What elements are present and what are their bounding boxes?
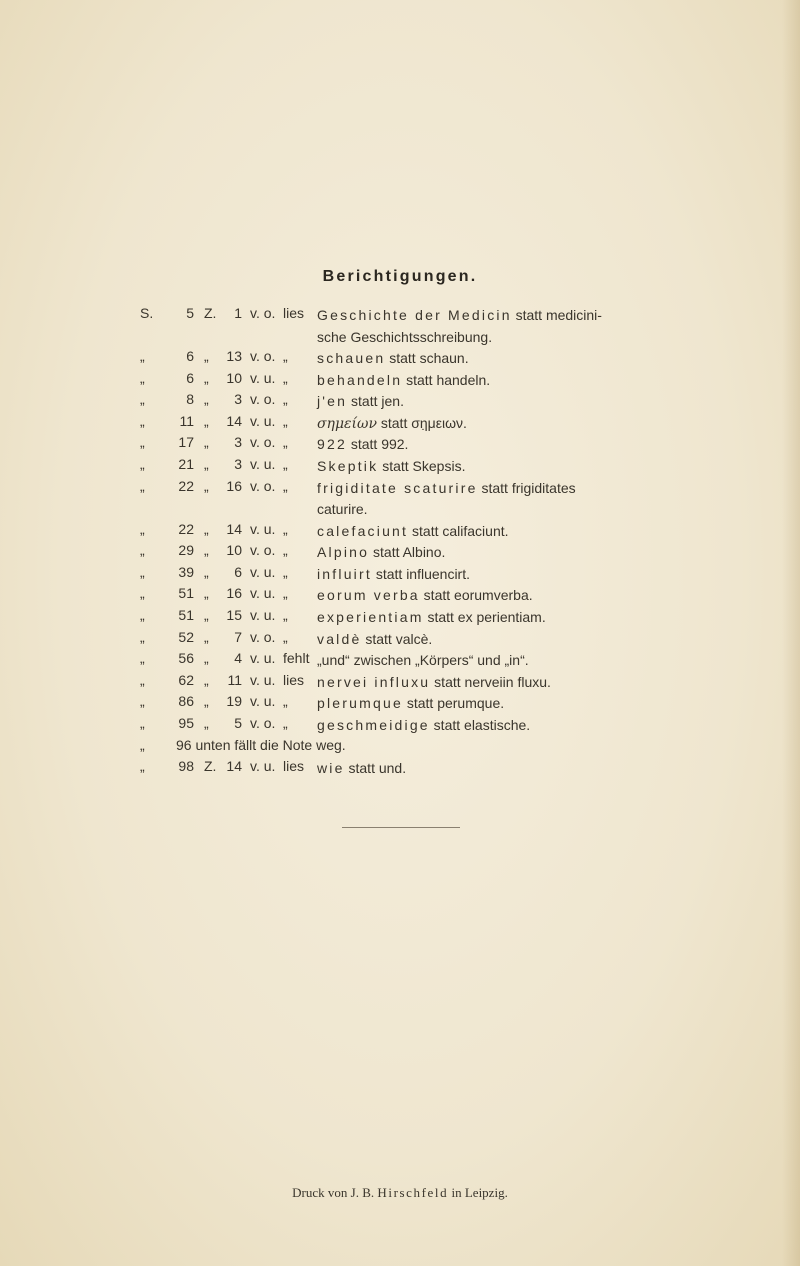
entry-correction (317, 585, 747, 607)
errata-entry (140, 456, 740, 478)
entry-correction (317, 650, 747, 672)
entry-instruction: „ (283, 628, 288, 645)
entry-instruction: „ (283, 391, 288, 408)
entry-line-prefix: „ (204, 714, 209, 731)
entry-instruction: lies (283, 671, 305, 688)
correct-reading: eorum verba (317, 587, 420, 604)
entry-line-position: v. o. (250, 714, 276, 731)
correct-reading: j'en (317, 393, 348, 410)
entry-page-prefix: „ (140, 412, 145, 429)
entry-page-number: 51 (178, 606, 194, 623)
entry-page-prefix: „ (140, 758, 145, 775)
entry-line-position: v. u. (250, 758, 276, 775)
entry-line-prefix: „ (204, 412, 209, 429)
entry-line-number: 3 (234, 455, 242, 472)
entry-instruction: „ (283, 455, 288, 472)
erroneous-reading: statt handeln. (402, 371, 491, 388)
correct-reading: wie (317, 760, 345, 777)
entry-page-number: 17 (178, 434, 194, 451)
erroneous-reading: statt 992. (346, 436, 409, 453)
entry-line-number: 1 (234, 305, 242, 321)
entry-correction (317, 693, 747, 715)
entry-page-number: 6 (186, 369, 194, 386)
correct-reading-greek: σημείων (317, 415, 377, 432)
entry-line-number: 19 (226, 693, 242, 710)
entry-line-prefix: „ (204, 434, 209, 451)
entry-line-number: 11 (227, 671, 242, 688)
entry-line-position: v. o. (250, 305, 276, 321)
erroneous-reading: statt Albino. (369, 544, 446, 561)
entry-instruction: „ (283, 477, 288, 494)
errata-entry (140, 715, 740, 737)
entry-line-prefix: Z. (204, 758, 217, 775)
errata-list (140, 305, 740, 780)
imprint-text-after: in Leipzig. (448, 1185, 508, 1200)
entry-instruction: „ (283, 714, 288, 731)
entry-line-prefix: „ (204, 650, 209, 667)
entry-correction (317, 391, 747, 413)
correct-reading: plerumque (317, 695, 403, 712)
entry-line-position: v. u. (250, 650, 276, 667)
correct-reading: Geschichte der Medicin (317, 307, 512, 323)
errata-entry (140, 758, 740, 780)
entry-page-prefix: „ (140, 693, 145, 710)
correction-continuation: sche Geschichtsschreibung. (317, 328, 493, 345)
entry-line-prefix: „ (204, 563, 209, 580)
entry-line-number: 14 (226, 758, 242, 775)
entry-line-prefix: „ (204, 391, 209, 408)
entry-instruction: fehlt (283, 650, 310, 667)
entry-correction (317, 629, 747, 651)
erroneous-reading: statt frigiditates (477, 479, 576, 496)
entry-page-prefix: „ (140, 650, 145, 667)
entry-instruction: „ (283, 585, 288, 602)
entry-line-number: 13 (226, 348, 242, 364)
entry-line-position: v. u. (250, 563, 276, 580)
entry-page-number: 21 (178, 455, 194, 472)
entry-page-prefix: „ (140, 563, 145, 580)
entry-line-position: v. u. (250, 693, 276, 710)
entry-line-number: 15 (226, 606, 242, 623)
entry-correction (317, 434, 747, 456)
entry-instruction: „ (283, 434, 288, 451)
correct-reading: experientiam (317, 608, 424, 625)
entry-line-prefix: „ (204, 369, 209, 386)
entry-page-number: 6 (186, 348, 194, 364)
entry-instruction: „ (283, 369, 288, 386)
errata-entry (140, 305, 740, 348)
entry-line-prefix: „ (204, 606, 209, 623)
correct-reading: valdè (317, 630, 362, 647)
entry-page-prefix: „ (140, 434, 145, 451)
entry-page-number: 98 (178, 758, 194, 775)
entry-line-number: 6 (234, 563, 242, 580)
entry-page-number: 86 (178, 693, 194, 710)
errata-entry (140, 542, 740, 564)
entry-page-number: 8 (186, 391, 194, 408)
entry-line-position: v. u. (250, 520, 276, 537)
errata-entry (140, 564, 740, 586)
entry-instruction: lies (283, 758, 305, 775)
imprint-printer-name: Hirschfeld (377, 1185, 449, 1200)
errata-entry (140, 521, 740, 543)
entry-instruction: „ (283, 693, 288, 710)
erroneous-reading: statt ex perientiam. (423, 608, 546, 625)
erroneous-reading: statt nerveiin fluxu. (430, 673, 551, 690)
entry-line-position: v. o. (250, 477, 276, 494)
erroneous-reading: statt und. (344, 760, 407, 777)
entry-page-prefix: „ (140, 477, 145, 494)
page-title: Berichtigungen. (322, 268, 478, 285)
entry-correction (317, 564, 747, 586)
correct-reading: Skeptik (317, 457, 379, 474)
erroneous-reading: statt califaciunt. (408, 522, 509, 539)
entry-line-prefix: Z. (204, 305, 217, 321)
errata-entry (140, 737, 740, 759)
entry-page-number: 22 (178, 520, 194, 537)
entry-page-prefix: „ (140, 520, 145, 537)
errata-entry (140, 672, 740, 694)
entry-page-number: 5 (186, 305, 194, 321)
entry-page-prefix: „ (140, 455, 145, 472)
entry-line-number: 4 (234, 650, 242, 667)
entry-page-number: 62 (178, 671, 194, 688)
entry-line-number: 10 (226, 542, 242, 559)
entry-line-number: 14 (226, 520, 242, 537)
entry-page-number: 39 (178, 563, 194, 580)
entry-line-position: v. u. (250, 606, 276, 623)
erroneous-reading: statt ση̣μειων. (376, 414, 467, 431)
entry-line-position: v. o. (250, 348, 276, 364)
erroneous-reading: statt schaun. (385, 350, 469, 366)
entry-line-number: 14 (226, 412, 242, 429)
entry-line-position: v. o. (250, 434, 276, 451)
entry-instruction: lies (283, 305, 305, 321)
entry-page-number: 51 (178, 585, 194, 602)
entry-page-prefix: „ (140, 628, 145, 645)
entry-line-number: 5 (234, 714, 242, 731)
entry-correction (317, 758, 747, 780)
correction-note: „und“ zwischen „Körpers“ und „in“. (317, 652, 529, 669)
entry-correction (317, 672, 747, 694)
imprint-text-before: Druck von J. B. (292, 1185, 378, 1200)
errata-entry (140, 629, 740, 651)
entry-page-number: 95 (178, 714, 194, 731)
entry-line-prefix: „ (204, 348, 209, 364)
correct-reading: schauen (317, 350, 386, 366)
entry-correction (317, 715, 747, 737)
entry-line-position: v. u. (250, 412, 276, 429)
entry-line-prefix: „ (204, 628, 209, 645)
entry-correction (317, 521, 747, 543)
entry-line-number: 7 (234, 628, 242, 645)
erroneous-reading: statt influencirt. (371, 565, 470, 582)
entry-instruction: „ (283, 520, 288, 537)
entry-line-position: v. o. (250, 628, 276, 645)
entry-page-prefix: „ (140, 348, 145, 364)
erroneous-reading: statt medicini- (511, 307, 602, 323)
entry-page-number: 11 (179, 412, 194, 429)
entry-line-prefix: „ (204, 455, 209, 472)
errata-entry (140, 391, 740, 413)
errata-entry (140, 434, 740, 456)
erroneous-reading: statt Skepsis. (378, 457, 466, 474)
entry-line-position: v. u. (250, 455, 276, 472)
page-edge-shadow (782, 0, 800, 1266)
entry-page-number: 29 (178, 542, 194, 559)
correction-continuation: caturire. (317, 501, 368, 518)
entry-line-prefix: „ (204, 585, 209, 602)
entry-correction (317, 456, 747, 478)
entry-page-number: 56 (178, 650, 194, 667)
erroneous-reading: statt elastische. (429, 716, 531, 733)
errata-entry (140, 370, 740, 392)
errata-entry (140, 413, 740, 435)
errata-entry (140, 348, 740, 370)
erroneous-reading: statt perumque. (402, 695, 505, 712)
entry-line-prefix: „ (204, 520, 209, 537)
entry-correction (317, 413, 747, 436)
correct-reading: 922 (317, 436, 347, 453)
entry-line-position: v. u. (250, 671, 276, 688)
errata-entry (140, 478, 740, 521)
entry-line-position: v. o. (250, 391, 276, 408)
entry-correction (317, 305, 747, 348)
entry-line-position: v. u. (250, 369, 276, 386)
entry-instruction: „ (283, 563, 288, 580)
entry-correction (317, 542, 747, 564)
erroneous-reading: statt eorumverba. (419, 587, 533, 604)
correct-reading: behandeln (317, 371, 403, 388)
entry-page-prefix: S. (140, 305, 154, 321)
correct-reading: nervei influxu (317, 673, 431, 690)
entry-correction (317, 478, 747, 521)
entry-line-prefix: „ (204, 542, 209, 559)
entry-correction (317, 370, 747, 392)
entry-page-prefix: „ (140, 714, 145, 731)
divider-rule (342, 827, 460, 828)
entry-page-prefix: „ (140, 585, 145, 602)
entry-line-number: 16 (226, 585, 242, 602)
entry-page-prefix: „ (140, 606, 145, 623)
errata-entry (140, 693, 740, 715)
entry-note-text: 96 unten fällt die Note weg. (176, 736, 346, 753)
entry-line-prefix: „ (204, 693, 209, 710)
printer-imprint (0, 1185, 800, 1201)
entry-page-prefix: „ (140, 736, 145, 753)
entry-line-number: 16 (226, 477, 242, 494)
errata-entry (140, 607, 740, 629)
entry-correction (317, 348, 747, 370)
erroneous-reading: statt jen. (347, 393, 404, 410)
entry-instruction: „ (283, 412, 288, 429)
entry-line-prefix: „ (204, 477, 209, 494)
errata-entry (140, 585, 740, 607)
correct-reading: geschmeidige (317, 716, 430, 733)
erroneous-reading: statt valcè. (361, 630, 433, 647)
correct-reading: Alpino (317, 544, 370, 561)
entry-line-prefix: „ (204, 671, 209, 688)
correct-reading: frigiditate scaturire (317, 479, 478, 496)
entry-instruction: „ (283, 542, 288, 559)
entry-line-position: v. u. (250, 585, 276, 602)
entry-page-prefix: „ (140, 542, 145, 559)
entry-line-position: v. o. (250, 542, 276, 559)
entry-page-prefix: „ (140, 369, 145, 386)
correct-reading: influirt (317, 565, 372, 582)
entry-instruction: „ (283, 606, 288, 623)
entry-correction (317, 607, 747, 629)
entry-line-number: 10 (226, 369, 242, 386)
entry-page-number: 22 (178, 477, 194, 494)
entry-page-number: 52 (178, 628, 194, 645)
correct-reading: calefaciunt (317, 522, 409, 539)
entry-page-prefix: „ (140, 671, 145, 688)
entry-line-number: 3 (234, 391, 242, 408)
entry-instruction: „ (283, 348, 288, 364)
errata-entry (140, 650, 740, 672)
entry-page-prefix: „ (140, 391, 145, 408)
entry-line-number: 3 (234, 434, 242, 451)
